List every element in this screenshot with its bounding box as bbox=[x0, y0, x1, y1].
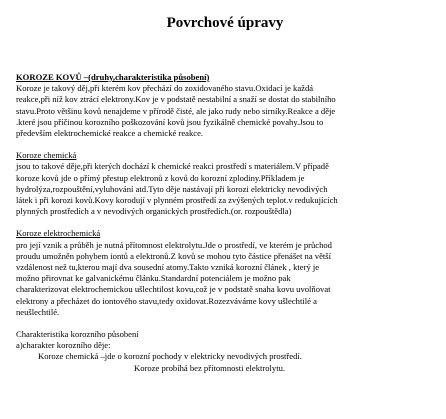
paragraph-line: pro její vznik a průběh je nutná přítomnost elektrolytu.Jde o prostředí, ve kterém je průchod bbox=[16, 239, 332, 250]
section-heading: Koroze chemická bbox=[16, 150, 77, 161]
paragraph-line: neušlechtilé. bbox=[16, 306, 60, 317]
paragraph-line: Koroze je takový děj,při kterém kov přechází do zoxidovaného stavu.Oxidací je každá bbox=[16, 83, 314, 94]
paragraph-line: Koroze probíhá bez přítomnosti elektrolytu. bbox=[134, 362, 286, 373]
paragraph-line: proudu umožněn pohybem iontů a elektronů.Z kovů se mohou tyto částice přenášet na větší bbox=[16, 250, 332, 261]
paragraph-line: a)charakter korozního děje: bbox=[16, 340, 111, 351]
section-heading: Koroze elektrochemická bbox=[16, 228, 101, 239]
section-koroze-elektrochemicka bbox=[16, 228, 434, 318]
paragraph-line: Koroze chemická –jde o korozní pochody v elektricky nevodivých prostředí. bbox=[38, 351, 302, 362]
paragraph-line: koroze kovů jde o přímý přestup elektronů z kovů do korozní zplodiny.Příkladem je bbox=[16, 172, 305, 183]
section-koroze-chemicka bbox=[16, 150, 434, 217]
section-heading: KOROZE KOVŮ –(druhy,charakteristika působení) bbox=[16, 72, 210, 82]
paragraph-line: stavu.Proto většinu kovů nenajdeme v přírodě čisté, ale jako rudy nebo sirníky.Reakce a děje bbox=[16, 105, 336, 116]
paragraph-line: .které jsou příčinou korozního poškozování kovů jsou fyzikálně chemické povahy.Jsou to bbox=[16, 116, 324, 127]
section-koroze-kovu bbox=[16, 72, 434, 139]
section-charakteristika bbox=[16, 329, 434, 374]
paragraph-line: charakterizovat elektrochemickou ušlechtilost kovu,což je v podstatě snaha kovu uvolňovat bbox=[16, 284, 331, 295]
paragraph-line: možno přirovnat ke galvanickému článku.Standardní potenciálem je možno pak bbox=[16, 273, 291, 284]
paragraph-line: především elektrochemické reakce a chemické reakce. bbox=[16, 128, 204, 139]
paragraph-line: reakce,při níž kov ztrácí elektrony.Kov je v podstatě nestabilní a snaží se dostat do stabilního bbox=[16, 94, 336, 105]
paragraph-line: elektrony a přecházet do iontového stavu,tedy oxidovat.Rozezváváme kovy ušlechtilé a bbox=[16, 295, 317, 306]
paragraph-line: hydrolýza,rozpouštění,vyluhování atd.Tyto děje nastávají při korozi elektricky nevodivých bbox=[16, 183, 328, 194]
paragraph-line: plynných prostředích a v nevodivých organických prostředích.(or. rozpouštědla) bbox=[16, 206, 292, 217]
paragraph-line: Charakteristika korozního působení bbox=[16, 329, 139, 340]
paragraph-line: vzdálenost než tu,kterou mají dva sousední atomy.Takto vzniká korozní článek , který je bbox=[16, 262, 320, 273]
document-title: Povrchové úpravy bbox=[166, 15, 284, 31]
paragraph-line: látek i při korozi kovů.Kovy korodují v plynném prostředí za zvýšených teplot.v redukujících bbox=[16, 195, 338, 206]
paragraph-line: jsou to takové děje,při kterých dochází k chemické reakci prostředí s materiálem.V případě bbox=[16, 161, 329, 172]
